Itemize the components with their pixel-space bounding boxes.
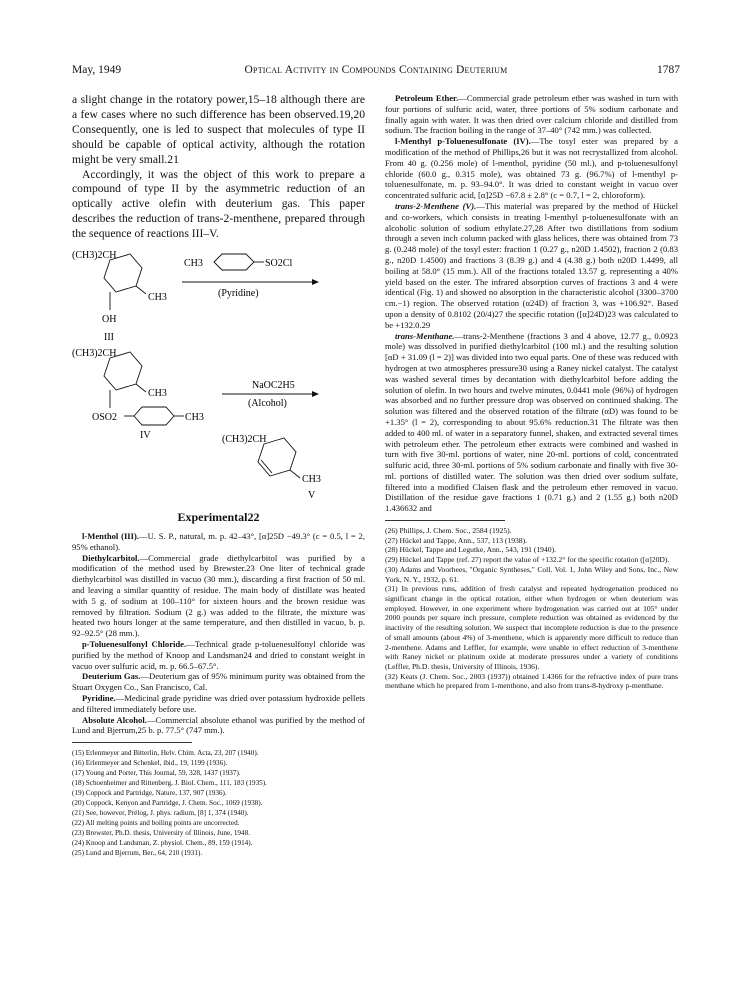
v-methyl: CH3 [302, 474, 321, 486]
paragraph-petroleum-ether [385, 93, 678, 136]
header-date: May, 1949 [72, 64, 122, 76]
iv-benzene-ring [134, 407, 174, 425]
footnote: (26) Phillips, J. Chem. Soc., 2584 (1925). [385, 526, 512, 536]
footnote: (22) All melting points and boiling points are uncorrected. [72, 819, 240, 828]
iv-tolyl-methyl: CH3 [185, 412, 204, 424]
arrow-1-head [312, 279, 319, 285]
running-header [72, 64, 680, 80]
footnote: (15) Erlenmeyer and Bitterlin, Helv. Chim. Acta, 23, 207 (1940). [72, 749, 259, 758]
paragraph-tosyl-chloride [72, 639, 365, 671]
text-deuterium: —Deuterium gas of 95% minimum purity was obtained from the Stuart Oxygen Co., San Francisco, Cal. [72, 671, 365, 693]
section-heading-experimental: Experimental22 [177, 510, 260, 525]
iv-isopropyl: (CH3)2CH [72, 348, 117, 360]
tsc-benzene-ring [214, 254, 254, 270]
heading-menthol: l-Menthol (III). [82, 531, 139, 542]
paragraph-deuterium [72, 671, 365, 693]
footnote: (30) Adams and Voorhees, "Organic Syntheses," Coll. Vol. 1, John Wiley and Sons, Inc., New York, N. Y., 1932, p. 61. [385, 564, 678, 584]
label-iv: IV [140, 430, 151, 442]
footnote: (28) Hückel, Tappe and Legutke, Ann., 543, 191 (1940). [385, 545, 556, 555]
reaction-scheme-drawing [72, 246, 365, 502]
iii-methyl: CH3 [148, 292, 167, 304]
footnote: (16) Erlenmeyer and Schenkel, ibid., 19, 1199 (1936). [72, 759, 228, 768]
footnote: (32) Keats (J. Chem. Soc., 2003 (1937)) obtained 1.4366 for the refractive index of pure trans menthane which he prepared from 1-menthone, and also from trans-8-hydroxy p-menthane. [385, 671, 678, 691]
footnote: (18) Schoenheimer and Rittenberg, J. Biol. Chem., 111, 183 (1935). [72, 779, 267, 788]
text-diethylcarbitol: —Commercial grade diethylcarbitol was purified by a modification of the method used by Brewster.23 One liter of technical grade diethylcarbitol was distilled in vacuo (30 mm.), discarding a first fraction of 50 ml. and leaving a similar quantity of residue. The main body of distillate was heated with 5 g. of sodium at 100–110° for sixteen hours and the brown residue was removed by filtration. Sodium (2 g.) was added to the filtrate, the mixture was heated two hours longer at the same temperature, and then distilled in vacuo, b. p. 92–92.5° (28 mm.). [72, 552, 365, 639]
footnote: (21) See, however, Prélog, J. phys. radium, [8] 1, 374 (1940). [72, 809, 249, 818]
footnote: (24) Knoop and Landsman, Z. physiol. Chem., 89, 159 (1914). [72, 839, 253, 848]
iv-methyl: CH3 [148, 388, 167, 400]
heading-diethylcarbitol: Diethylcarbitol. [82, 552, 140, 563]
heading-deuterium: Deuterium Gas. [82, 671, 141, 682]
label-iii: III [104, 332, 114, 344]
footnote: (29) Hückel and Tappe (ref. 27) report the value of +132.2° for the specific rotation ([α]20D). [385, 555, 670, 565]
paragraph-menthol [72, 531, 365, 553]
reagent-alcohol: (Alcohol) [248, 398, 287, 410]
iv-sulfonate: OSO2 [92, 412, 118, 424]
footnote: (23) Brewster, Ph.D. thesis, University of Illinois, June, 1948. [72, 829, 250, 838]
iii-hydroxyl: OH [102, 314, 117, 326]
intro-paragraph: a slight change in the rotatory power,15–18 although there are a few cases where no such difference has been observed.19,20 Consequently, one is led to suspect that molecules of type II should be capable of optical activity, although the rotation might be very small.21 [72, 93, 365, 166]
header-title: Optical Activity in Compounds Containing Deuterium [244, 64, 508, 76]
footnote: (20) Coppock, Kenyon and Partridge, J. Chem. Soc., 1069 (1938). [72, 799, 263, 808]
footnote: (17) Young and Porter, This Journal, 59, 328, 1437 (1937). [72, 769, 241, 778]
intro-paragraph-2: Accordingly, it was the object of this work to prepare a compound of type II by the asymmetric reduction of an optically active olefin with deuterium gas. This paper describes the reduction of trans-2-menthene, prepared through the sequence of reactions III–V. [72, 167, 365, 241]
reagent-pyridine: (Pyridine) [218, 288, 259, 300]
heading-menthene: trans-2-Menthene (V). [395, 200, 477, 211]
paragraph-diethylcarbitol [72, 553, 365, 639]
footnote-rule [72, 742, 192, 743]
v-double-bond [261, 460, 272, 473]
arrow-2-head [312, 391, 319, 397]
paragraph-menthyl-tosylate [385, 136, 678, 201]
paragraph-menthane [385, 331, 678, 515]
heading-tosyl-chloride: p-Toluenesulfonyl Chloride. [82, 639, 187, 650]
paragraph-menthene [385, 201, 678, 331]
text-petroleum-ether: —Commercial grade petroleum ether was washed in turn with four portions of sulfuric acid, water, three portions of 5% sodium carbonate and finally again with water. It was then dried over calcium chloride and distilled from sodium. The fraction boiling in the range of 37–40° (742 mm.) was collected. [385, 93, 678, 136]
label-v: V [308, 490, 316, 502]
footnote: (25) Lund and Bjerrum, Ber., 64, 210 (1931). [72, 849, 203, 858]
iv-methyl-bond [136, 384, 146, 392]
text-tosyl-chloride: —Technical grade p-toluenesulfonyl chloride was purified by the method of Knoop and Landsman24 and dried to constant weight in vacuo over sulfuric acid, m. p. 66.5–67.5°. [72, 639, 365, 671]
heading-menthane: trans-Menthane. [395, 330, 455, 341]
text-alcohol: —Commercial absolute ethanol was purified by the method of Lund and Bjerrum,25 b. p. 77.5° (747 mm.). [72, 714, 365, 736]
text-menthene: —This material was prepared by the method of Hückel and co-workers, which consists in treating l-menthyl p-toluenesulfonate with an alcoholic solution of sodium ethylate.27,28 After two distillations from sodium through a seven inch column packed with glass helices, there was obtained from 73 g. (0.248 mole) of the tosyl ester: fraction 1 (0.27 g., n20D 1.4502), fraction 2 (0.83 g., n20D 1.4500) and fractions 3 (8.39 g.) and 4 (4.38 g.) both n20D 1.4499, all boiling at 58.0° (15 mm.). All of the fractions totaled 13.57 g. representing a 40% yield based on the ester. The infrared absorption curves of fractions 3 and 4 were identical (Fig. 1) and showed no absorption in the characteristic alcohol (3300–3700 cm.−1) region. The observed rotation (α24D) of fraction 3, was +106.92°. Based upon a density of 0.8102 (20/4)27 the specific rotation ([α]24D)23 was calculated to be +132.0.29 [385, 200, 678, 330]
footnote-rule [385, 520, 505, 521]
paragraph-pyridine [72, 693, 365, 715]
footnote: (19) Coppock and Partridge, Nature, 137, 907 (1936). [72, 789, 227, 798]
text-pyridine: —Medicinal grade pyridine was dried over potassium hydroxide pellets and filtered immediately before use. [72, 693, 365, 714]
text-menthane: —trans-2-Menthene (fractions 3 and 4 above, 12.77 g., 0.0923 mole) was dissolved in purified diethylcarbitol (100 ml.) and the resulting solution [αD + 31.09 (l = 2)] was divided into two equal parts. One of these was reduced with hydrogen at two atmospheres pressure30 using a Raney nickel catalyst. The catalyst was washed several times by decantation with diethylcarbitol before adding the solution of olefin. In two hours and twelve minutes, 0.0441 mole (96%) of hydrogen was absorbed and no further pressure drop was observed on continued shaking. The solution was filtered and the observed rotation of the filtrate (αD) was found to be +1.35° (l = 2), corresponding to about 95.6% reduction.31 The filtrate was then added to 400 ml. of water in a separatory funnel, shaken, and extracted several times with petroleum ether. The petroleum ether extracts were combined and washed in turn with five 30-ml. portions of water, nine 20-ml. portions of cold, concentrated sulfuric acid, three 30-ml. portions of 5% sodium carbonate and finally with five 30-ml. portions of distilled water. The solution was then dried over sodium sulfate, filtered into a modified Claisen flask and the petroleum ether removed in vacuo. Distillation of the residue gave fractions 1 (0.71 g.) and 2 (1.55 g.) both n20D 1.436632 and [385, 330, 678, 514]
page-number: 1787 [657, 64, 680, 76]
heading-petroleum-ether: Petroleum Ether. [395, 93, 459, 103]
footnote: (27) Hückel and Tappe, Ann., 537, 113 (1938). [385, 535, 528, 545]
tsc-methyl: CH3 [184, 258, 203, 270]
reagent-ethoxide: NaOC2H5 [252, 380, 295, 392]
footnote: (31) In previous runs, addition of fresh catalyst and repeated hydrogenation produced no significant change in the optical rotation, either when hydrogen or when deuterium was employed. However, in one experiment where hydrogenation was carried out at 105° under 2000 pounds per square inch pressure, complete reduction was obtained as evidenced by the inactivity of the resulting solution. We suspect that incomplete reduction is due to the presence of small amounts (about 4%) of 3-menthene, which is apparently more difficult to reduce than 2-menthene. Adams and Leffler, for example, were unable to effect reduction of 3-menthene with Raney nickel or platinum oxide at moderate pressures under a variety of conditions (Leffler, Ph.D. thesis, University of Illinois, 1936). [385, 584, 678, 671]
heading-menthyl-tosylate: l-Menthyl p-Toluenesulfonate (IV). [395, 136, 531, 147]
text-menthol: —U. S. P., natural, m. p. 42–43°, [α]25D −49.3° (c = 0.5, l = 2, 95% ethanol). [72, 531, 366, 552]
reaction-scheme [72, 246, 365, 502]
v-methyl-bond [290, 470, 300, 478]
right-column [385, 93, 678, 691]
v-isopropyl: (CH3)2CH [222, 434, 267, 446]
heading-pyridine: Pyridine. [82, 693, 116, 704]
heading-alcohol: Absolute Alcohol. [82, 714, 147, 725]
tsc-sulfonyl-chloride: SO2Cl [265, 258, 293, 270]
iii-isopropyl: (CH3)2CH [72, 250, 117, 262]
text-menthyl-tosylate: —The tosyl ester was prepared by a modification of the method of Phillips,26 but it was not recrystallized from alcohol. From 40 g. (0.256 mole) of l-menthol, pyridine (50 ml.), and p-toluenesulfonyl chloride (60.0 g., 0.315 mole), was obtained 73 g. (96.7%) of l-menthyl p-toluenesulfonate, m. p. 93–94.0°. It was dried to constant weight in vacuo over concentrated sulfuric acid, [α]25D −67.8 ± 2.8° (c = 0.7, l = 2, chloroform). [385, 136, 678, 201]
iii-methyl-bond [136, 286, 146, 294]
left-column [72, 93, 365, 858]
paragraph-alcohol [72, 715, 365, 737]
